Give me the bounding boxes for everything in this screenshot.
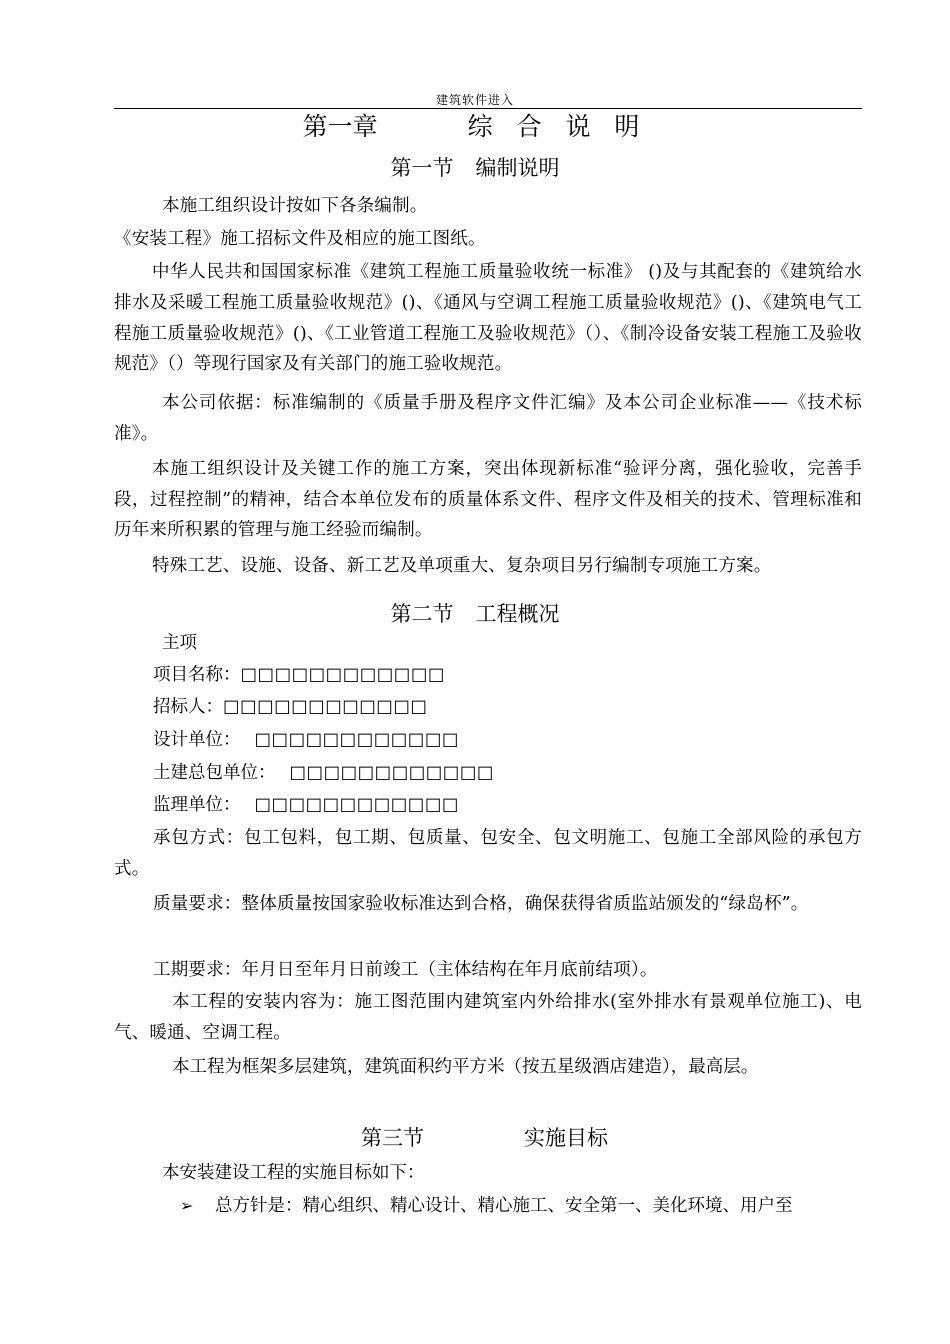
section2-subtitle: 主项 bbox=[162, 633, 197, 653]
field-value: □□□□□□□□□□□□ bbox=[254, 795, 459, 815]
arrow-bullet-icon: ➢ bbox=[180, 1196, 194, 1215]
field-value: □□□□□□□□□□□□ bbox=[254, 730, 459, 750]
section2-title: 工程概况 bbox=[475, 602, 560, 626]
section1-number: 第一节 bbox=[390, 156, 454, 180]
quality-requirement: 质量要求：整体质量按国家验收标准达到合格，确保获得省质监站颁发的“绿岛杯”。 bbox=[153, 894, 809, 914]
field-design-unit bbox=[153, 725, 459, 755]
section1-heading bbox=[0, 152, 950, 182]
field-value: □□□□□□□□□□□□ bbox=[223, 697, 428, 717]
section3-number: 第三节 bbox=[361, 1126, 424, 1150]
field-label: 土建总包单位： bbox=[153, 763, 276, 783]
field-label: 设计单位： bbox=[153, 730, 241, 750]
section3-heading bbox=[361, 1122, 608, 1152]
field-supervisor bbox=[153, 790, 459, 820]
bullet-text: 总方针是：精心组织、精心设计、精心施工、安全第一、美化环境、用户至 bbox=[215, 1196, 793, 1216]
install-scope: 本工程的安装内容为：施工图范围内建筑室内外给排水(室外排水有景观单位施工)、电气、暖通、空调工程。 bbox=[114, 992, 862, 1043]
field-label: 项目名称： bbox=[153, 665, 241, 685]
section1-paragraph: 特殊工艺、设施、设备、新工艺及单项重大、复杂项目另行编制专项施工方案。 bbox=[152, 556, 772, 576]
building-info: 本工程为框架多层建筑，建筑面积约平方米（按五星级酒店建造），最高层。 bbox=[172, 1057, 759, 1077]
field-civil-contractor bbox=[153, 758, 494, 788]
section3-intro: 本安装建设工程的实施目标如下： bbox=[162, 1163, 425, 1183]
chapter-number: 第一章 bbox=[302, 112, 378, 141]
field-value: □□□□□□□□□□□□ bbox=[240, 665, 445, 685]
section2-heading bbox=[0, 598, 950, 628]
field-tenderer bbox=[153, 692, 427, 722]
section1-paragraph: 本施工组织设计按如下各条编制。 bbox=[162, 196, 428, 216]
chapter-title: 综 合 说 明 bbox=[467, 112, 648, 141]
section1-title: 编制说明 bbox=[475, 156, 560, 180]
section1-paragraph: 本施工组织设计及关键工作的施工方案，突出体现新标准“验评分离，强化验收，完善手段，过程控制”的精神，结合本单位发布的质量体系文件、程序文件及相关的技术、管理标准和历年来所积累的管理与施工经验而编制。 bbox=[114, 459, 862, 541]
section1-paragraph: 本公司依据：标准编制的《质量手册及程序文件汇编》及本公司企业标准——《技术标准》。 bbox=[114, 393, 862, 444]
section2-number: 第二节 bbox=[390, 602, 454, 626]
contract-mode: 承包方式：包工包料，包工期、包质量、包安全、包文明施工、包施工全部风险的承包方式。 bbox=[114, 828, 862, 879]
chapter-heading bbox=[0, 112, 950, 142]
schedule-requirement: 工期要求：年月日至年月日前竣工（主体结构在年月底前结项）。 bbox=[153, 960, 658, 980]
section1-paragraph: 中华人民共和国国家标准《建筑工程施工质量验收统一标准》 ()及与其配套的《建筑给水排水及采暖工程施工质量验收规范》()、《通风与空调工程施工质量验收规范》()、《建筑电气工程施工质量验收规范》()、《工业管道工程施工及验收规范》（）、《制冷设备安装工程施工及验收规范》（）等现行国家及有关部门的施工验收规范。 bbox=[114, 262, 862, 375]
section1-paragraph: 《安装工程》施工招标文件及相应的施工图纸。 bbox=[114, 229, 486, 249]
field-value: □□□□□□□□□□□□ bbox=[289, 763, 494, 783]
section3-title: 实施目标 bbox=[524, 1126, 608, 1150]
header-rule bbox=[114, 108, 862, 109]
field-label: 监理单位： bbox=[153, 795, 241, 815]
header-text: 建筑软件进入 bbox=[435, 93, 514, 107]
field-project-name bbox=[153, 660, 445, 690]
field-label: 招标人： bbox=[153, 697, 223, 717]
